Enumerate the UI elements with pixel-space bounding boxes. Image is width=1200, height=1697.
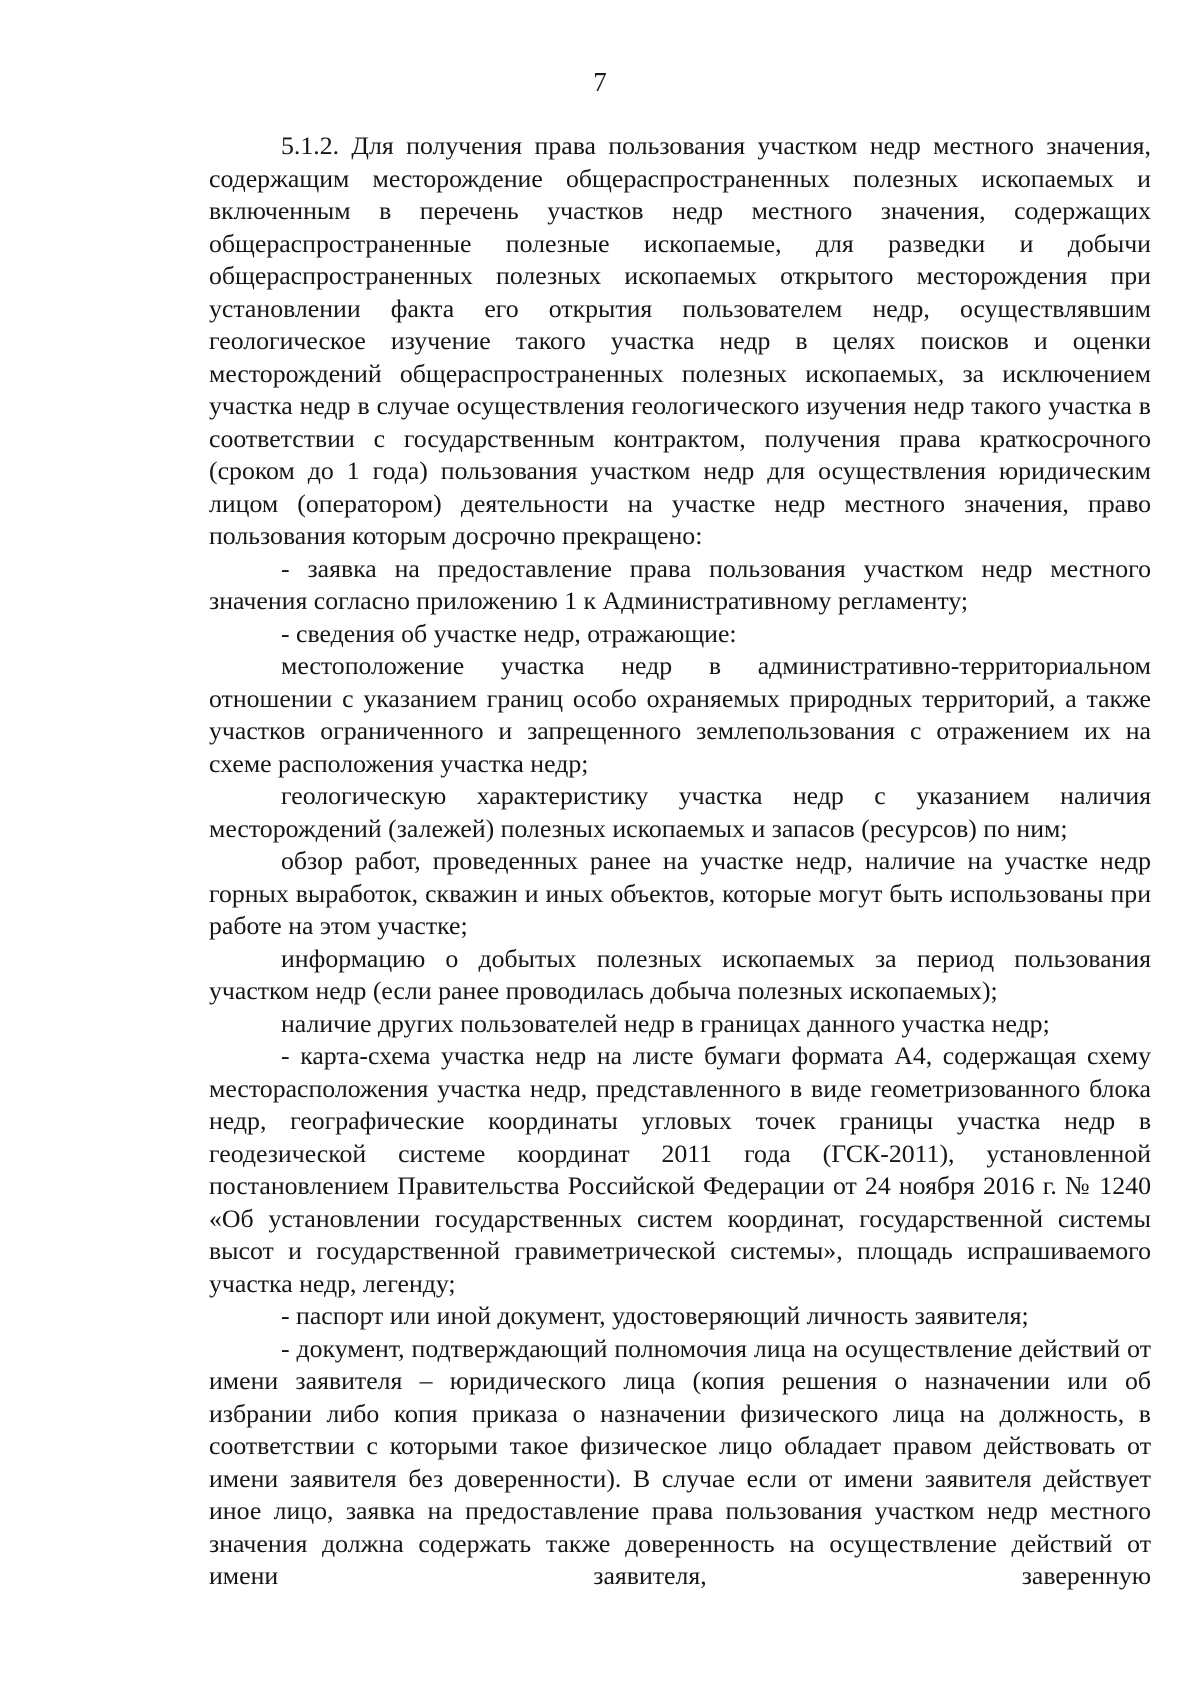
paragraph-authority-document: - документ, подтверждающий полномочия лица на осуществление действий от имени заявителя – юридического лица (копия решения о назначении или об избрании либо копия приказа о назначении физического лица на должность, в соответствии с которыми такое физическое лицо обладает правом действовать от имени заявителя без доверенности). В случае если от имени заявителя действует иное лицо, заявка на предоставление права пользования участком недр местного значения должна содержать также доверенность на осуществление действий от имени заявителя, заверенную [209,1333,1151,1590]
paragraph-application: - заявка на предоставление права пользования участком недр местного значения согласно приложению 1 к Административному регламенту; [209,553,1151,615]
paragraph-geology: геологическую характеристику участка недр с указанием наличия месторождений (залежей) полезных ископаемых и запасов (ресурсов) по ним; [209,781,1151,843]
paragraph-5-1-2: 5.1.2. Для получения права пользования участком недр местного значения, содержащим месторождение общераспространенных полезных ископаемых и включенным в перечень участков недр местного значения, содержащих общераспространенные полезные ископаемые, для разведки и добычи общераспространенных полезных ископаемых открытого месторождения при установлении факта его открытия пользователем недр, осуществлявшим геологическое изучение такого участка недр в целях поисков и оценки месторождений общераспространенных полезных ископаемых, за исключением участка недр в случае осуществления геологического изучения недр такого участка в соответствии с государственным контрактом, получения права краткосрочного (сроком до 1 года) пользования участком недр для осуществления юридическим лицом (оператором) деятельности на участке недр местного значения, право пользования которым досрочно прекращено: [209,131,1151,550]
paragraph-map-scheme: - карта-схема участка недр на листе бумаги формата А4, содержащая схему месторасположения участка недр, представленного в виде геометризованного блока недр, географические координаты угловых точек границы участка недр в геодезической системе координат 2011 года (ГСК-2011), установленной постановлением Правительства Российской Федерации от 24 ноября 2016 г. № 1240 «Об установлении государственных систем координат, государственной системы высот и государственной гравиметрической системы», площадь испрашиваемого участка недр, легенду; [209,1041,1151,1298]
paragraph-extraction-info: информацию о добытых полезных ископаемых за период пользования участком недр (если ранее проводилась добыча полезных ископаемых); [209,943,1151,1005]
document-body [209,130,1151,1593]
paragraph-site-info: - сведения об участке недр, отражающие: [281,618,737,648]
paragraph-other-users: наличие других пользователей недр в границах данного участка недр; [281,1008,1050,1038]
paragraph-location: местоположение участка недр в административно-территориальном отношении с указанием границ особо охраняемых природных территорий, а также участков ограниченного и запрещенного землепользования с отражением их на схеме расположения участка недр; [209,651,1151,778]
page-number: 7 [593,67,607,97]
paragraph-works-review: обзор работ, проведенных ранее на участке недр, наличие на участке недр горных выработок, скважин и иных объектов, которые могут быть использованы при работе на этом участке; [209,846,1151,940]
paragraph-passport: - паспорт или иной документ, удостоверяющий личность заявителя; [281,1301,1029,1330]
